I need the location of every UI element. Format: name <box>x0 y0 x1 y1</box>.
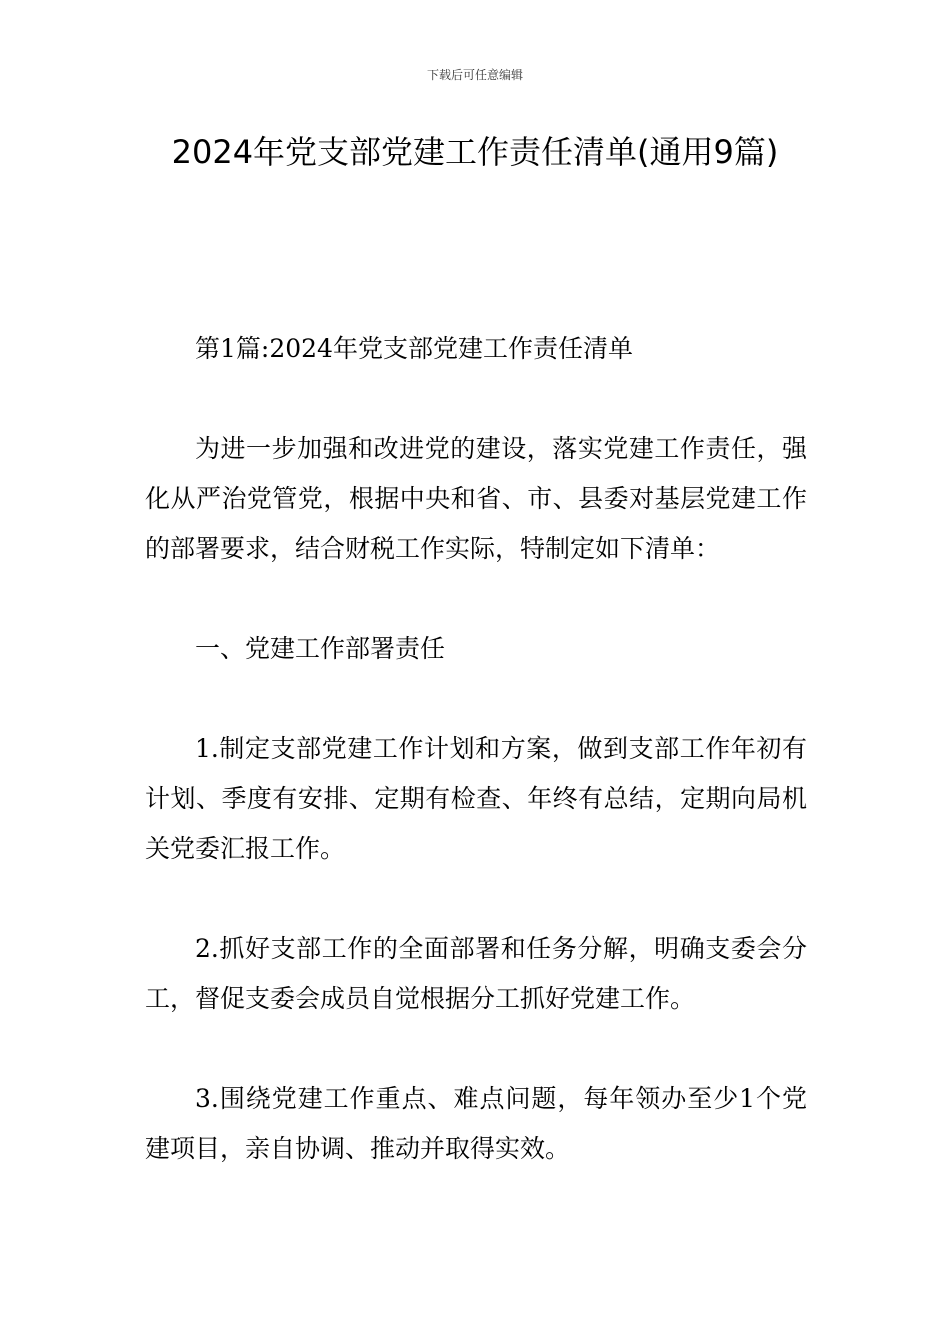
list-item-3: 3.围绕党建工作重点、难点问题，每年领办至少1个党建项目，亲自协调、推动并取得实效。 <box>145 1084 807 1163</box>
document-body <box>145 324 807 1224</box>
section-heading-part-1: 第1篇:2024年党支部党建工作责任清单 <box>195 334 633 363</box>
list-item-1: 1.制定支部党建工作计划和方案，做到支部工作年初有计划、季度有安排、定期有检查、年终有总结，定期向局机关党委汇报工作。 <box>145 734 807 863</box>
list-item-2: 2.抓好支部工作的全面部署和任务分解，明确支委会分工，督促支委会成员自觉根据分工抓好党建工作。 <box>145 934 807 1013</box>
section-heading-deployment: 一、党建工作部署责任 <box>195 634 446 663</box>
intro-paragraph: 为进一步加强和改进党的建设，落实党建工作责任，强化从严治党管党，根据中央和省、市、县委对基层党建工作的部署要求，结合财税工作实际，特制定如下清单： <box>145 434 807 563</box>
document-title: 2024年党支部党建工作责任清单(通用9篇) <box>171 133 779 171</box>
page-header-note: 下载后可任意编辑 <box>426 68 523 82</box>
